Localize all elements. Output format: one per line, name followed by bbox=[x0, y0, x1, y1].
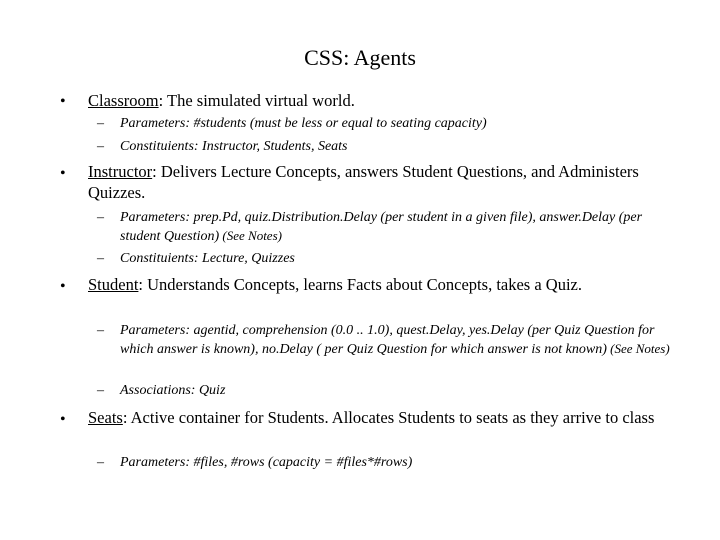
dash-icon: – bbox=[97, 323, 104, 338]
bullet-item-student bbox=[88, 274, 668, 295]
sub-item-text: Parameters: prep.Pd, quiz.Distribution.Delay (per student in a given file), answer.Delay (per student Question) bbox=[120, 210, 643, 244]
sub-item-text: Parameters: agentid, comprehension (0.0 .. 1.0), quest.Delay, yes.Delay (per Quiz Question for which answer is known), no.Delay ( per Quiz Question for which answer is not known) bbox=[120, 323, 655, 357]
sub-item-text: Parameters: #files, #rows (capacity = #files*#rows) bbox=[120, 455, 413, 470]
sub-item bbox=[97, 322, 672, 359]
sub-item-text: Constituients: Lecture, Quizzes bbox=[120, 251, 295, 266]
sub-item bbox=[97, 209, 672, 246]
term-student: Student bbox=[88, 275, 139, 294]
sub-item bbox=[97, 382, 672, 400]
bullet-icon: • bbox=[60, 278, 66, 295]
sub-item-text: Parameters: #students (must be less or equal to seating capacity) bbox=[120, 116, 487, 131]
dash-icon: – bbox=[97, 210, 104, 225]
term-instructor: Instructor bbox=[88, 162, 153, 181]
term-seats: Seats bbox=[88, 408, 123, 427]
slide-title: CSS: Agents bbox=[304, 45, 416, 70]
bullet-item-seats bbox=[88, 407, 668, 428]
bullet-item-instructor bbox=[88, 161, 668, 203]
term-classroom: Classroom bbox=[88, 91, 159, 110]
item-text: : The simulated virtual world. bbox=[158, 91, 355, 110]
sub-item bbox=[97, 138, 672, 156]
bullet-icon: • bbox=[60, 411, 66, 428]
bullet-icon: • bbox=[60, 93, 66, 110]
dash-icon: – bbox=[97, 139, 104, 154]
sub-item-text: Associations: Quiz bbox=[120, 383, 226, 398]
item-text: : Active container for Students. Allocates Students to seats as they arrive to class bbox=[122, 408, 655, 427]
sub-item-text: Constituients: Instructor, Students, Seats bbox=[120, 139, 348, 154]
sub-item bbox=[97, 115, 672, 133]
item-text: : Understands Concepts, learns Facts about Concepts, takes a Quiz. bbox=[138, 275, 582, 294]
dash-icon: – bbox=[97, 455, 104, 470]
dash-icon: – bbox=[97, 383, 104, 398]
see-notes-text: (See Notes) bbox=[219, 228, 282, 243]
sub-item bbox=[97, 454, 672, 472]
bullet-item-classroom bbox=[88, 90, 668, 111]
see-notes-text: (See Notes) bbox=[606, 341, 670, 356]
sub-item bbox=[97, 250, 672, 268]
bullet-icon: • bbox=[60, 165, 66, 182]
dash-icon: – bbox=[97, 116, 104, 131]
item-text: : Delivers Lecture Concepts, answers Student Questions, and Administers Quizzes. bbox=[88, 162, 639, 202]
dash-icon: – bbox=[97, 251, 104, 266]
